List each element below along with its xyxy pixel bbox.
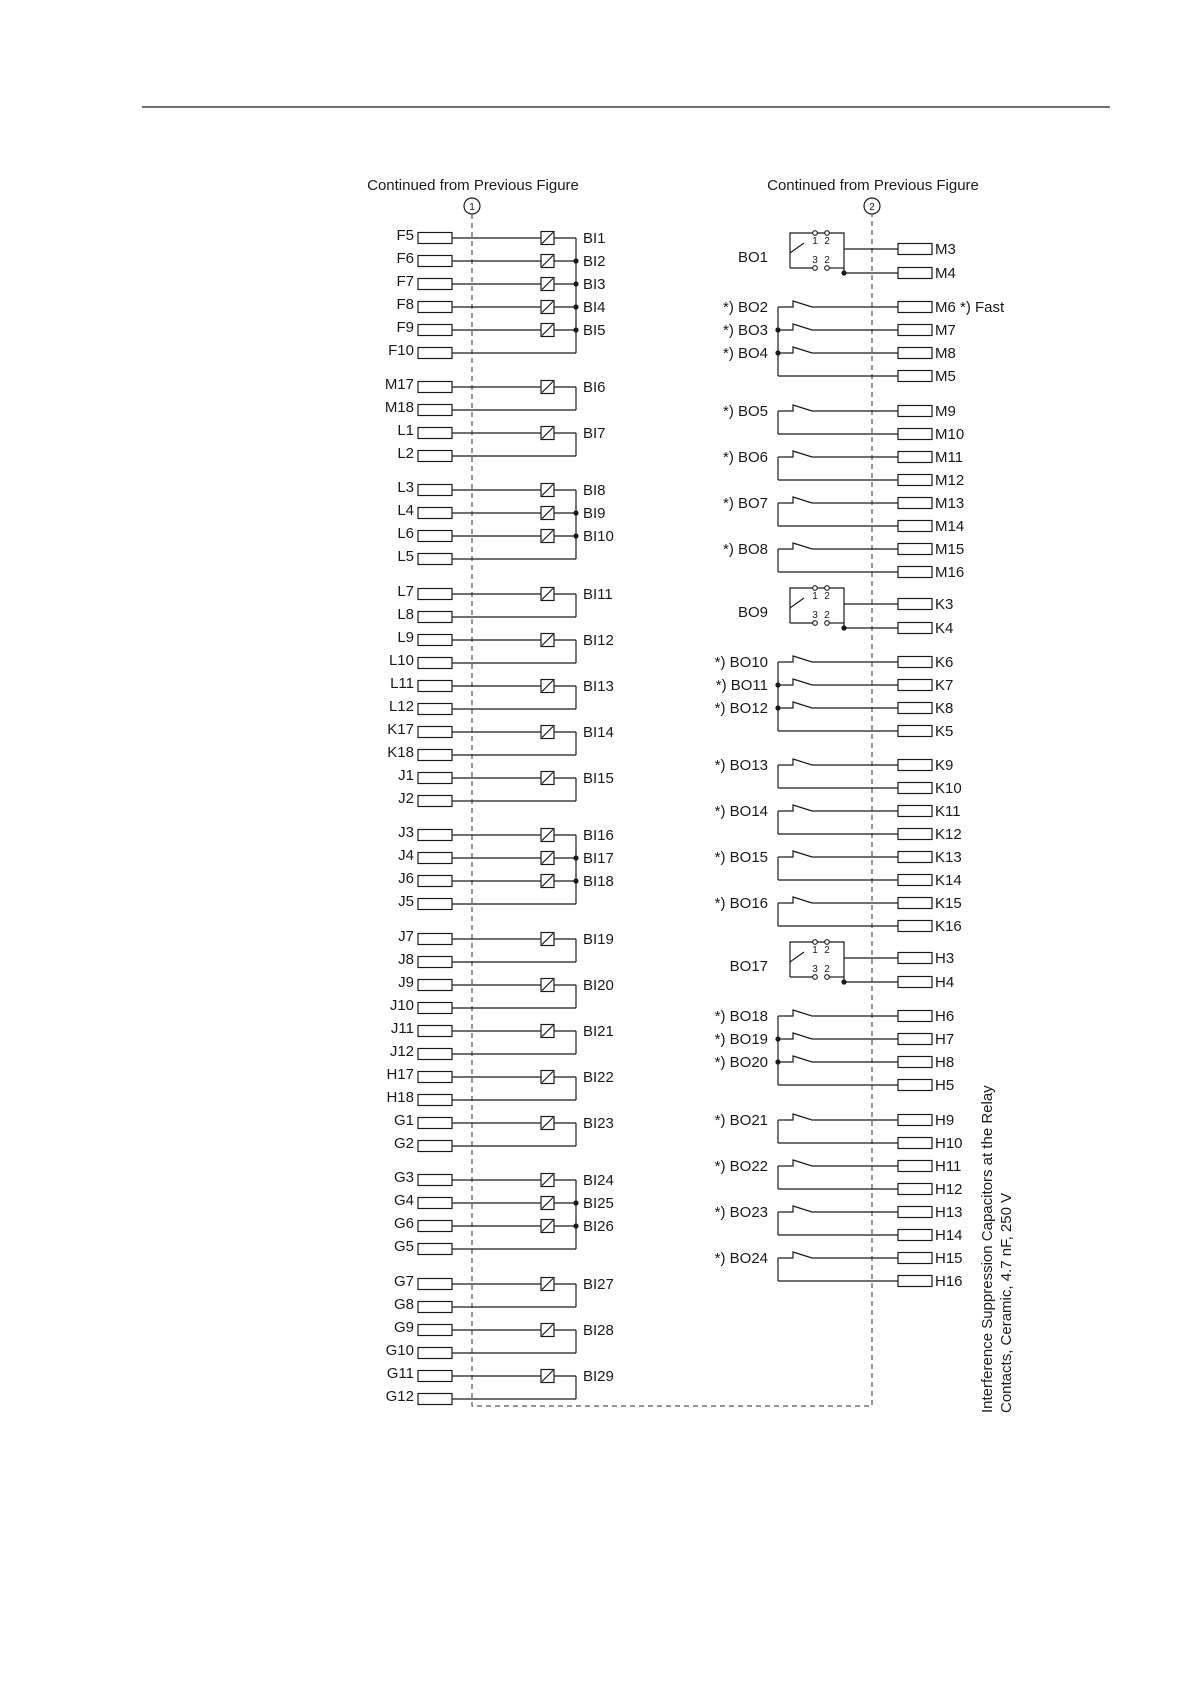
contact-bo15 xyxy=(783,851,898,857)
terminal-label-l9: L9 xyxy=(397,629,414,646)
channel-label-bi4: BI4 xyxy=(583,299,606,316)
terminal-k9 xyxy=(898,760,932,771)
contact-point xyxy=(813,266,818,271)
terminal-g7 xyxy=(418,1279,452,1290)
contact-number: 2 xyxy=(824,964,830,975)
contact-bo22 xyxy=(783,1160,898,1166)
terminal-label-h10: H10 xyxy=(935,1135,963,1152)
terminal-h6 xyxy=(898,1011,932,1022)
left-connector-marker-label: 1 xyxy=(469,202,475,213)
terminal-j2 xyxy=(418,796,452,807)
output-label-bo3: *) BO3 xyxy=(722,322,768,339)
channel-label-bi20: BI20 xyxy=(583,977,614,994)
terminal-g6 xyxy=(418,1221,452,1232)
binary-output-section xyxy=(715,231,1005,1290)
side-note-line-2: Contacts, Ceramic, 4.7 nF, 250 V xyxy=(998,1192,1015,1413)
contact-bo14 xyxy=(783,805,898,811)
terminal-l3 xyxy=(418,485,452,496)
terminal-label-l7: L7 xyxy=(397,583,414,600)
contact-point xyxy=(825,940,830,945)
terminal-k8 xyxy=(898,703,932,714)
output-label-bo22: *) BO22 xyxy=(714,1158,768,1175)
channel-label-bi9: BI9 xyxy=(583,505,606,522)
terminal-m11 xyxy=(898,452,932,463)
terminal-h4 xyxy=(898,977,932,988)
channel-label-bi25: BI25 xyxy=(583,1195,614,1212)
terminal-g3 xyxy=(418,1175,452,1186)
contact-bo24 xyxy=(783,1252,898,1258)
terminal-j3 xyxy=(418,830,452,841)
terminal-label-k10: K10 xyxy=(935,780,962,797)
channel-label-bi2: BI2 xyxy=(583,253,606,270)
contact-point xyxy=(825,231,830,236)
terminal-label-m14: M14 xyxy=(935,518,965,535)
terminal-label-m7: M7 xyxy=(935,322,956,339)
contact-point xyxy=(825,266,830,271)
terminal-label-g10: G10 xyxy=(385,1342,414,1359)
contact-point xyxy=(813,621,818,626)
output-label-bo23: *) BO23 xyxy=(714,1204,768,1221)
terminal-g4 xyxy=(418,1198,452,1209)
terminal-label-g3: G3 xyxy=(393,1169,414,1186)
terminal-j4 xyxy=(418,853,452,864)
terminal-l1 xyxy=(418,428,452,439)
terminal-m15 xyxy=(898,544,932,555)
output-label-bo7: *) BO7 xyxy=(722,495,768,512)
terminal-m4 xyxy=(898,268,932,279)
contact-bo2 xyxy=(783,301,898,307)
terminal-label-h16: H16 xyxy=(935,1273,963,1290)
terminal-j10 xyxy=(418,1003,452,1014)
channel-label-bi14: BI14 xyxy=(583,724,614,741)
terminal-g8 xyxy=(418,1302,452,1313)
output-label-bo4: *) BO4 xyxy=(722,345,768,362)
terminal-label-f10: F10 xyxy=(388,342,414,359)
junction-dot xyxy=(841,625,846,630)
terminal-label-m5: M5 xyxy=(935,368,956,385)
terminal-j6 xyxy=(418,876,452,887)
terminal-label-j8: J8 xyxy=(398,951,414,968)
terminal-m8 xyxy=(898,348,932,359)
terminal-label-f5: F5 xyxy=(396,227,414,244)
contact-point xyxy=(813,231,818,236)
terminal-f9 xyxy=(418,325,452,336)
terminal-f7 xyxy=(418,279,452,290)
channel-label-bi27: BI27 xyxy=(583,1276,614,1293)
terminal-m3 xyxy=(898,244,932,255)
channel-label-bi13: BI13 xyxy=(583,678,614,695)
contact-number: 3 xyxy=(812,610,818,621)
output-label-bo14: *) BO14 xyxy=(714,803,768,820)
terminal-label-k11: K11 xyxy=(935,803,961,820)
terminal-label-l11: L11 xyxy=(390,675,414,692)
terminal-k17 xyxy=(418,727,452,738)
contact-number: 1 xyxy=(812,591,818,602)
dashed-boundary-line xyxy=(472,214,872,1406)
channel-label-bi23: BI23 xyxy=(583,1115,614,1132)
terminal-j9 xyxy=(418,980,452,991)
junction-dot xyxy=(841,979,846,984)
output-label-bo18: *) BO18 xyxy=(714,1008,768,1025)
terminal-l5 xyxy=(418,554,452,565)
right-continuation-title: Continued from Previous Figure xyxy=(767,177,979,194)
terminal-j7 xyxy=(418,934,452,945)
terminal-h13 xyxy=(898,1207,932,1218)
terminal-k14 xyxy=(898,875,932,886)
terminal-label-j4: J4 xyxy=(398,847,414,864)
contact-point xyxy=(825,586,830,591)
terminal-label-m4: M4 xyxy=(935,265,956,282)
terminal-j12 xyxy=(418,1049,452,1060)
terminal-label-l3: L3 xyxy=(397,479,414,496)
terminal-label-l12: L12 xyxy=(388,698,414,715)
terminal-label-m3: M3 xyxy=(935,241,956,258)
terminal-label-m18: M18 xyxy=(384,399,414,416)
contact-bo4 xyxy=(783,347,898,353)
output-label-bo13: *) BO13 xyxy=(714,757,768,774)
contact-number: 1 xyxy=(812,236,818,247)
terminal-label-k5: K5 xyxy=(935,723,954,740)
terminal-f8 xyxy=(418,302,452,313)
channel-label-bi26: BI26 xyxy=(583,1218,614,1235)
right-connector-marker-label: 2 xyxy=(869,202,875,213)
terminal-label-h8: H8 xyxy=(935,1054,955,1071)
output-label-bo16: *) BO16 xyxy=(714,895,768,912)
terminal-label-j10: J10 xyxy=(389,997,414,1014)
terminal-label-j12: J12 xyxy=(389,1043,414,1060)
terminal-m14 xyxy=(898,521,932,532)
terminal-label-g5: G5 xyxy=(393,1238,414,1255)
channel-label-bi8: BI8 xyxy=(583,482,606,499)
terminal-label-k9: K9 xyxy=(935,757,954,774)
terminal-h16 xyxy=(898,1276,932,1287)
terminal-m7 xyxy=(898,325,932,336)
contact-bo7 xyxy=(783,497,898,503)
terminal-h5 xyxy=(898,1080,932,1091)
terminal-h11 xyxy=(898,1161,932,1172)
output-label-bo20: *) BO20 xyxy=(714,1054,768,1071)
terminal-label-k8: K8 xyxy=(935,700,954,717)
terminal-m13 xyxy=(898,498,932,509)
terminal-label-g9: G9 xyxy=(393,1319,414,1336)
terminal-l2 xyxy=(418,451,452,462)
channel-label-bi3: BI3 xyxy=(583,276,606,293)
terminal-k10 xyxy=(898,783,932,794)
contact-number: 3 xyxy=(812,964,818,975)
terminal-label-g2: G2 xyxy=(393,1135,414,1152)
terminal-label-g6: G6 xyxy=(393,1215,414,1232)
terminal-label-g12: G12 xyxy=(385,1388,414,1405)
contact-number: 2 xyxy=(824,945,830,956)
channel-label-bi17: BI17 xyxy=(583,850,614,867)
channel-label-bi5: BI5 xyxy=(583,322,606,339)
terminal-k6 xyxy=(898,657,932,668)
terminal-label-m16: M16 xyxy=(935,564,965,581)
changeover-arm xyxy=(790,594,804,608)
terminal-label-m10: M10 xyxy=(935,426,965,443)
channel-label-bi15: BI15 xyxy=(583,770,614,787)
channel-label-bi22: BI22 xyxy=(583,1069,614,1086)
terminal-label-m15: M15 xyxy=(935,541,965,558)
contact-point xyxy=(825,621,830,626)
terminal-label-m11: M11 xyxy=(935,449,964,466)
contact-bo18 xyxy=(783,1010,898,1016)
binary-input-section xyxy=(385,227,614,1405)
terminal-l7 xyxy=(418,589,452,600)
terminal-j1 xyxy=(418,773,452,784)
terminal-label-k4: K4 xyxy=(935,620,954,637)
terminal-g12 xyxy=(418,1394,452,1405)
contact-bo10 xyxy=(783,656,898,662)
terminal-label-m6: M6 xyxy=(935,299,956,316)
contact-point xyxy=(813,586,818,591)
terminal-h12 xyxy=(898,1184,932,1195)
contact-bo11 xyxy=(783,679,898,685)
terminal-h17 xyxy=(418,1072,452,1083)
terminal-label-m13: M13 xyxy=(935,495,965,512)
channel-label-bi10: BI10 xyxy=(583,528,614,545)
contact-bo3 xyxy=(783,324,898,330)
terminal-label-k7: K7 xyxy=(935,677,954,694)
terminal-l4 xyxy=(418,508,452,519)
terminal-label-j3: J3 xyxy=(398,824,414,841)
terminal-label-g4: G4 xyxy=(393,1192,414,1209)
terminal-j8 xyxy=(418,957,452,968)
terminal-label-l1: L1 xyxy=(397,422,414,439)
channel-label-bi28: BI28 xyxy=(583,1322,614,1339)
terminal-g11 xyxy=(418,1371,452,1382)
terminal-label-f9: F9 xyxy=(396,319,414,336)
output-label-bo8: *) BO8 xyxy=(722,541,768,558)
terminal-label-l2: L2 xyxy=(397,445,414,462)
contact-number: 2 xyxy=(824,255,830,266)
channel-label-bi29: BI29 xyxy=(583,1368,614,1385)
terminal-f5 xyxy=(418,233,452,244)
terminal-l6 xyxy=(418,531,452,542)
channel-label-bi24: BI24 xyxy=(583,1172,614,1189)
output-label-bo17: BO17 xyxy=(729,958,768,975)
contact-number: 2 xyxy=(824,591,830,602)
terminal-g10 xyxy=(418,1348,452,1359)
contact-number: 1 xyxy=(812,945,818,956)
terminal-h7 xyxy=(898,1034,932,1045)
contact-point xyxy=(813,940,818,945)
output-label-bo19: *) BO19 xyxy=(714,1031,768,1048)
contact-bo16 xyxy=(783,897,898,903)
terminal-label-m17: M17 xyxy=(384,376,414,393)
terminal-label-k6: K6 xyxy=(935,654,954,671)
terminal-label-j6: J6 xyxy=(398,870,414,887)
terminal-j5 xyxy=(418,899,452,910)
contact-bo8 xyxy=(783,543,898,549)
terminal-label-g1: G1 xyxy=(393,1112,414,1129)
terminal-label-h11: H11 xyxy=(935,1158,962,1175)
terminal-k7 xyxy=(898,680,932,691)
terminal-h18 xyxy=(418,1095,452,1106)
terminal-label-l6: L6 xyxy=(397,525,414,542)
terminal-label-k14: K14 xyxy=(935,872,962,889)
terminal-label-h12: H12 xyxy=(935,1181,963,1198)
terminal-f6 xyxy=(418,256,452,267)
contact-point xyxy=(825,975,830,980)
terminal-label-h7: H7 xyxy=(935,1031,955,1048)
terminal-label-j7: J7 xyxy=(398,928,414,945)
fast-note: *) Fast xyxy=(960,299,1005,316)
channel-label-bi12: BI12 xyxy=(583,632,614,649)
side-note-line-1: Interference Suppression Capacitors at the Relay xyxy=(979,1085,996,1413)
terminal-label-f8: F8 xyxy=(396,296,414,313)
channel-label-bi21: BI21 xyxy=(583,1023,614,1040)
contact-bo23 xyxy=(783,1206,898,1212)
terminal-label-l5: L5 xyxy=(397,548,414,565)
contact-bo19 xyxy=(783,1033,898,1039)
terminal-h14 xyxy=(898,1230,932,1241)
terminal-label-l8: L8 xyxy=(397,606,414,623)
output-label-bo10: *) BO10 xyxy=(714,654,768,671)
terminal-label-m12: M12 xyxy=(935,472,965,489)
terminal-m9 xyxy=(898,406,932,417)
output-label-bo1: BO1 xyxy=(737,249,768,266)
contact-number: 3 xyxy=(812,255,818,266)
channel-label-bi18: BI18 xyxy=(583,873,614,890)
terminal-l12 xyxy=(418,704,452,715)
output-label-bo15: *) BO15 xyxy=(714,849,768,866)
terminal-m18 xyxy=(418,405,452,416)
terminal-label-h14: H14 xyxy=(935,1227,963,1244)
contact-bo6 xyxy=(783,451,898,457)
terminal-label-k3: K3 xyxy=(935,596,954,613)
terminal-h3 xyxy=(898,953,932,964)
terminal-label-g8: G8 xyxy=(393,1296,414,1313)
terminal-g9 xyxy=(418,1325,452,1336)
terminal-label-h17: H17 xyxy=(386,1066,414,1083)
terminal-h9 xyxy=(898,1115,932,1126)
changeover-arm xyxy=(790,948,804,962)
output-label-bo5: *) BO5 xyxy=(722,403,768,420)
terminal-label-l4: L4 xyxy=(397,502,414,519)
terminal-m10 xyxy=(898,429,932,440)
terminal-label-h4: H4 xyxy=(935,974,955,991)
contact-bo12 xyxy=(783,702,898,708)
terminal-label-k13: K13 xyxy=(935,849,962,866)
terminal-label-h3: H3 xyxy=(935,950,955,967)
terminal-j11 xyxy=(418,1026,452,1037)
terminal-k5 xyxy=(898,726,932,737)
terminal-label-k17: K17 xyxy=(387,721,414,738)
terminal-label-l10: L10 xyxy=(388,652,414,669)
contact-point xyxy=(813,975,818,980)
channel-label-bi6: BI6 xyxy=(583,379,606,396)
terminal-label-g11: G11 xyxy=(386,1365,414,1382)
terminal-label-f6: F6 xyxy=(396,250,414,267)
contact-bo20 xyxy=(783,1056,898,1062)
terminal-k18 xyxy=(418,750,452,761)
output-label-bo21: *) BO21 xyxy=(714,1112,768,1129)
terminal-label-k16: K16 xyxy=(935,918,962,935)
terminal-l11 xyxy=(418,681,452,692)
channel-label-bi1: BI1 xyxy=(583,230,606,247)
side-note xyxy=(979,1085,1015,1413)
terminal-l9 xyxy=(418,635,452,646)
terminal-label-f7: F7 xyxy=(396,273,414,290)
terminal-m12 xyxy=(898,475,932,486)
shield-boundary xyxy=(472,214,872,1406)
terminal-label-j1: J1 xyxy=(398,767,414,784)
terminal-l10 xyxy=(418,658,452,669)
terminal-l8 xyxy=(418,612,452,623)
terminal-label-h13: H13 xyxy=(935,1204,963,1221)
terminal-g1 xyxy=(418,1118,452,1129)
output-label-bo9: BO9 xyxy=(737,604,768,621)
terminal-label-m9: M9 xyxy=(935,403,956,420)
terminal-m16 xyxy=(898,567,932,578)
terminal-label-m8: M8 xyxy=(935,345,956,362)
terminal-label-k15: K15 xyxy=(935,895,962,912)
terminal-k3 xyxy=(898,599,932,610)
terminal-label-g7: G7 xyxy=(393,1273,414,1290)
terminal-k12 xyxy=(898,829,932,840)
terminal-h8 xyxy=(898,1057,932,1068)
terminal-h15 xyxy=(898,1253,932,1264)
channel-label-bi19: BI19 xyxy=(583,931,614,948)
terminal-label-k12: K12 xyxy=(935,826,962,843)
terminal-g5 xyxy=(418,1244,452,1255)
terminal-label-j9: J9 xyxy=(398,974,414,991)
contact-bo13 xyxy=(783,759,898,765)
terminal-label-j11: J11 xyxy=(390,1020,414,1037)
output-label-bo11: *) BO11 xyxy=(715,677,768,694)
output-label-bo12: *) BO12 xyxy=(714,700,768,717)
output-label-bo2: *) BO2 xyxy=(722,299,768,316)
terminal-k11 xyxy=(898,806,932,817)
terminal-k13 xyxy=(898,852,932,863)
terminal-label-j2: J2 xyxy=(398,790,414,807)
contact-number: 2 xyxy=(824,610,830,621)
contact-bo5 xyxy=(783,405,898,411)
changeover-arm xyxy=(790,239,804,253)
terminal-h10 xyxy=(898,1138,932,1149)
terminal-k16 xyxy=(898,921,932,932)
terminal-m17 xyxy=(418,382,452,393)
terminal-label-j5: J5 xyxy=(398,893,414,910)
terminal-label-h5: H5 xyxy=(935,1077,955,1094)
channel-label-bi7: BI7 xyxy=(583,425,606,442)
contact-number: 2 xyxy=(824,236,830,247)
terminal-m5 xyxy=(898,371,932,382)
terminal-g2 xyxy=(418,1141,452,1152)
output-label-bo6: *) BO6 xyxy=(722,449,768,466)
junction-dot xyxy=(841,270,846,275)
terminal-m6 xyxy=(898,302,932,313)
output-label-bo24: *) BO24 xyxy=(714,1250,768,1267)
terminal-f10 xyxy=(418,348,452,359)
channel-label-bi11: BI11 xyxy=(583,586,613,603)
terminal-label-k18: K18 xyxy=(387,744,414,761)
channel-label-bi16: BI16 xyxy=(583,827,614,844)
terminal-label-h18: H18 xyxy=(386,1089,414,1106)
contact-bo21 xyxy=(783,1114,898,1120)
terminal-label-h9: H9 xyxy=(935,1112,955,1129)
terminal-k4 xyxy=(898,623,932,634)
left-continuation-title: Continued from Previous Figure xyxy=(367,177,579,194)
terminal-label-h15: H15 xyxy=(935,1250,963,1267)
terminal-label-h6: H6 xyxy=(935,1008,955,1025)
terminal-k15 xyxy=(898,898,932,909)
